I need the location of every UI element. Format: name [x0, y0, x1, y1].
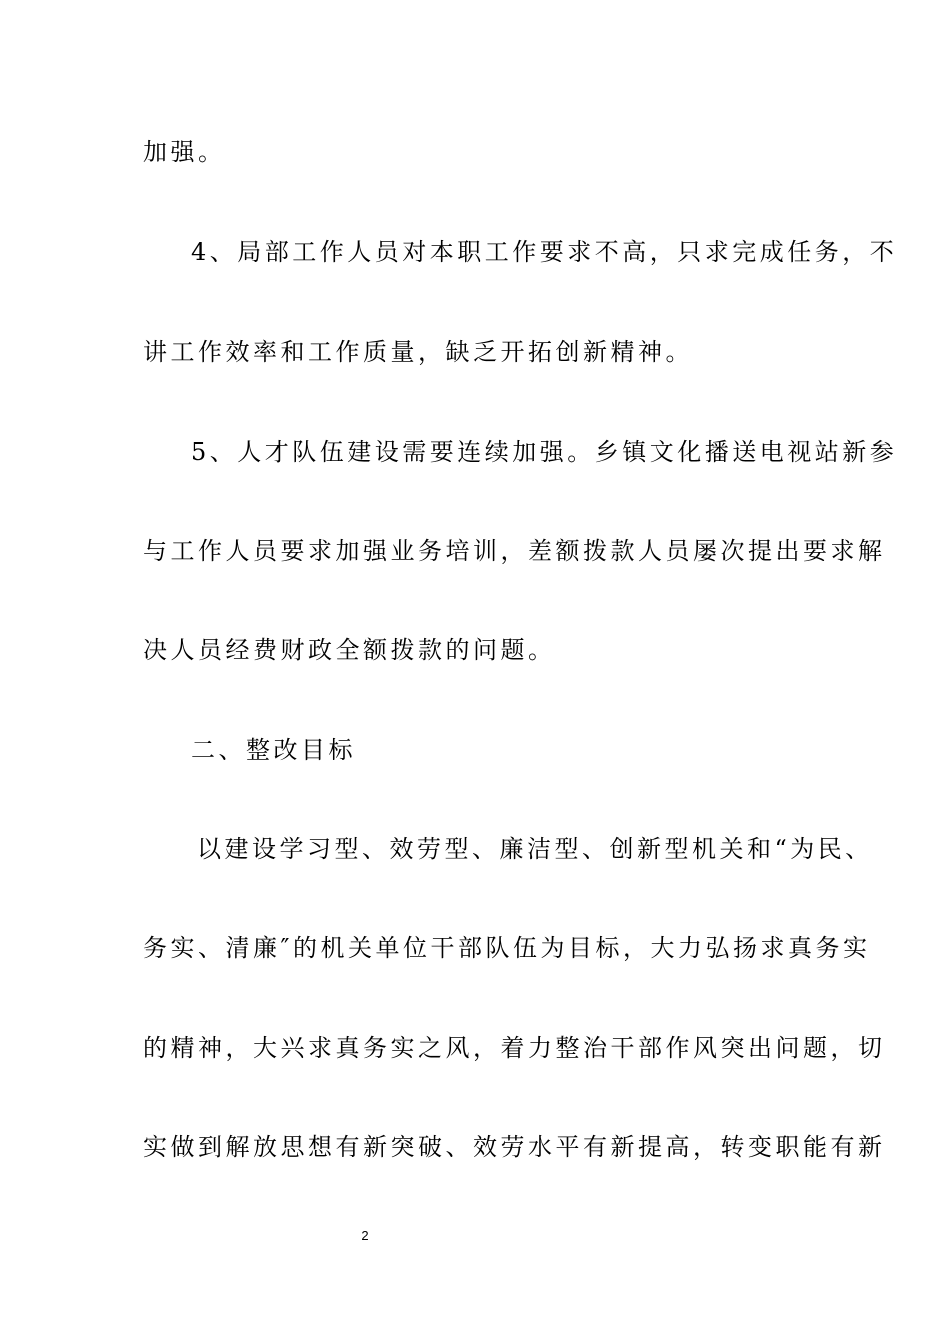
- text-line-8: 以建设学习型、效劳型、廉洁型、创新型机关和“为民、: [197, 835, 873, 863]
- text-line-11: 实做到解放思想有新突破、效劳水平有新提高，转变职能有新: [143, 1133, 886, 1161]
- text-line-3: 讲工作效率和工作质量，缺乏开拓创新精神。: [143, 338, 693, 366]
- text-line-1: 加强。: [143, 138, 226, 166]
- text-line-6: 决人员经费财政全额拨款的问题。: [143, 636, 556, 664]
- section-heading: 二、整改目标: [191, 736, 356, 764]
- text-line-2: 4、局部工作人员对本职工作要求不高，只求完成任务，不: [191, 238, 898, 266]
- text-line-4: 5、人才队伍建设需要连续加强。乡镇文化播送电视站新参: [191, 438, 898, 466]
- text-line-5: 与工作人员要求加强业务培训，差额拨款人员屡次提出要求解: [143, 537, 886, 565]
- text-line-9: 务实、清廉″的机关单位干部队伍为目标，大力弘扬求真务实: [143, 934, 871, 962]
- page-number: 2: [361, 1228, 369, 1243]
- text-line-10: 的精神，大兴求真务实之风，着力整治干部作风突出问题，切: [143, 1034, 886, 1062]
